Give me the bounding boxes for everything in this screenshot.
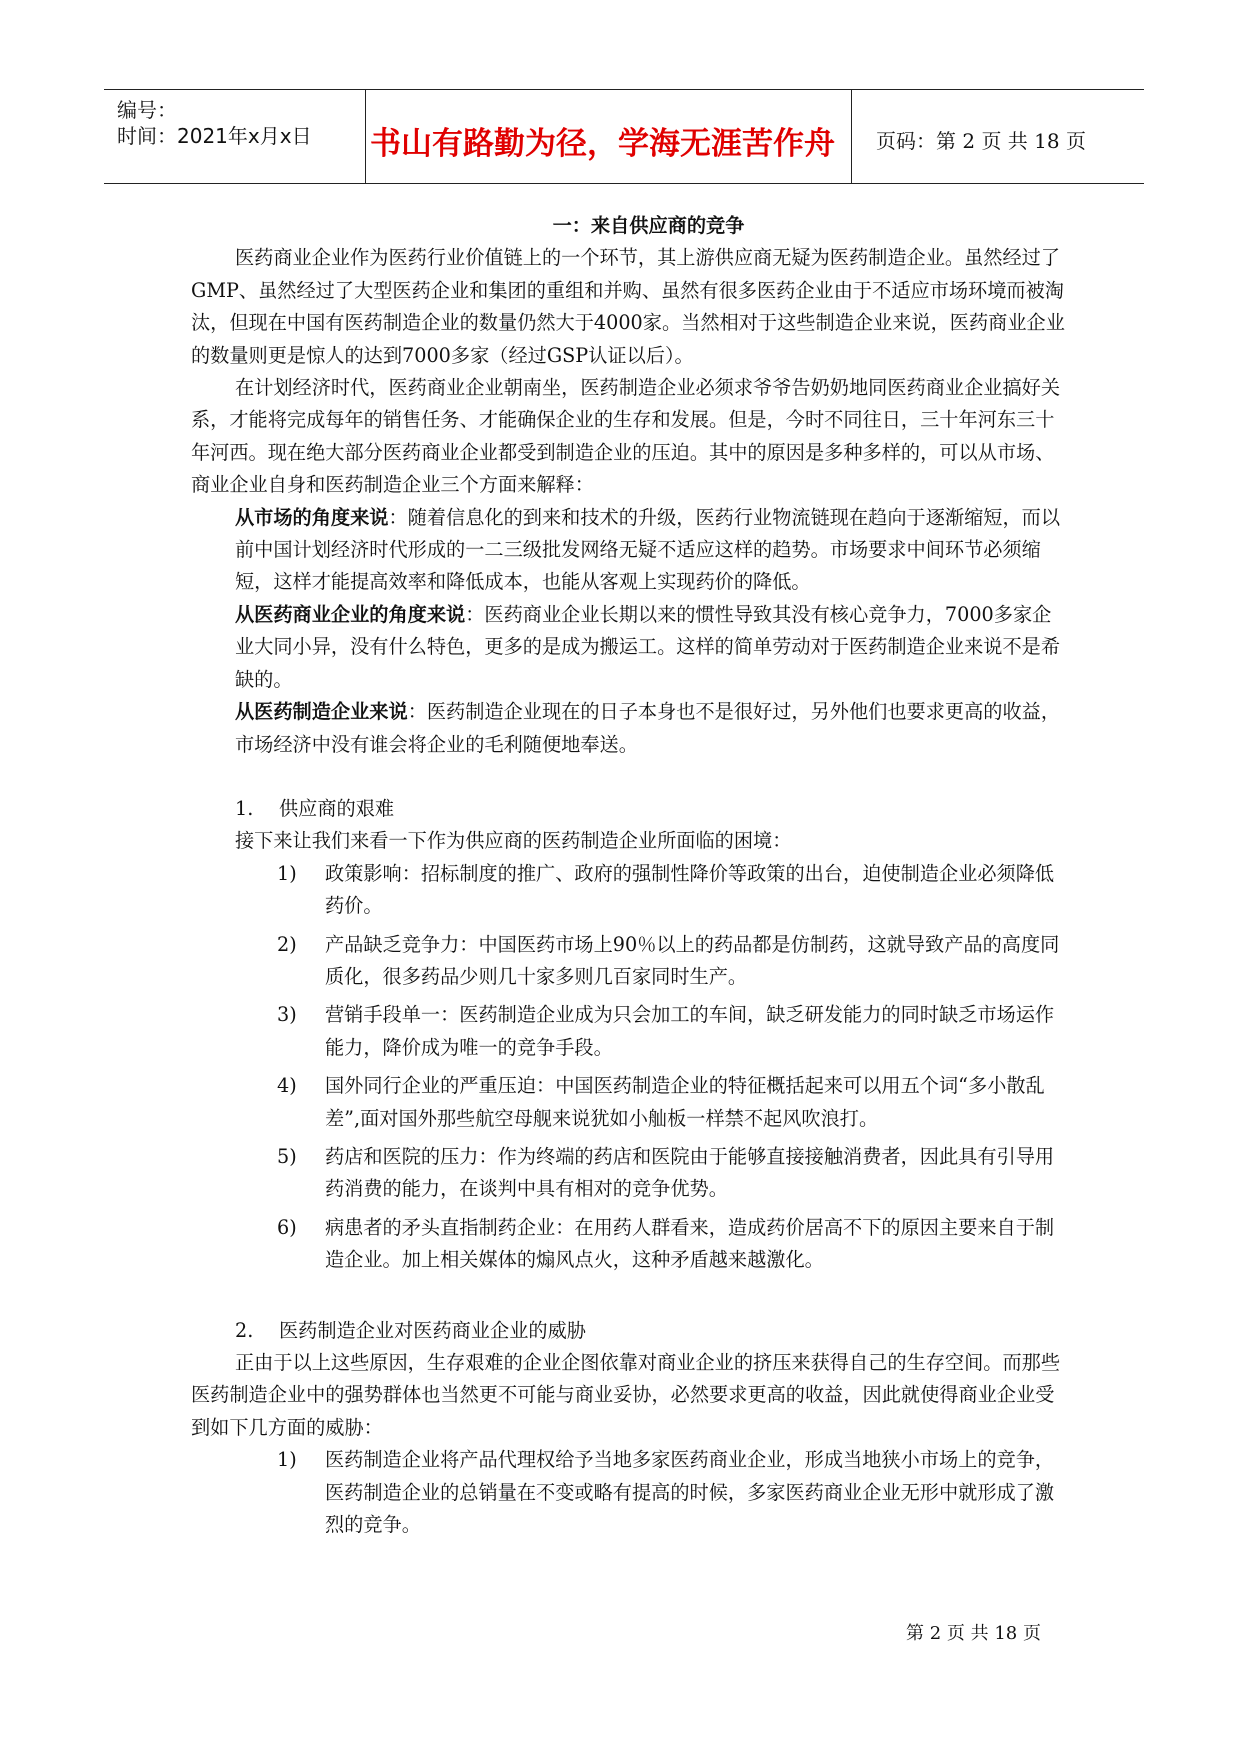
list-item-text: 国外同行企业的严重压迫：中国医药制造企业的特征概括起来可以用五个词“多小散乱差”,面对国外那些航空母舰来说犹如小舢板一样禁不起风吹浪打。: [325, 1074, 1045, 1130]
list-item-number: 1): [277, 1448, 297, 1472]
list-item-text: 政策影响：招标制度的推广、政府的强制性降价等政策的出台，迫使制造企业必须降低药价。: [325, 861, 1055, 918]
header-divider-left: [365, 90, 366, 184]
list-item: [191, 1141, 1066, 1206]
section-2-title: 医药制造企业对医药商业企业的威胁: [279, 1318, 586, 1342]
document-body: [191, 210, 1066, 1547]
market-text: ：随着信息化的到来和技术的升级，医药行业物流链现在趋向于逐渐缩短，而以前中国计划经济时代形成的一二三级批发网络无疑不适应这样的趋势。市场要求中间环节必须缩短，这样才能提高效率和降低成本，也能从客观上实现药价的降低。: [235, 505, 1061, 594]
list-item-number: 4): [277, 1074, 297, 1098]
list-item: [191, 999, 1066, 1064]
list-item-number: 5): [277, 1144, 297, 1168]
header-motto: 书山有路勤为径，学海无涯苦作舟: [370, 126, 835, 162]
page-footer: 第 2 页 共 18 页: [906, 1623, 1041, 1644]
list-item: [191, 1070, 1066, 1135]
section-2-heading: [191, 1315, 1066, 1347]
list-1: [191, 858, 1066, 1277]
list-item: [191, 929, 1066, 994]
commerce-paragraph: [191, 599, 1066, 696]
list-item-text: 病患者的矛头直指制药企业：在用药人群看来，造成药价居高不下的原因主要来自于制造企业。加上相关媒体的煽风点火，这种矛盾越来越激化。: [325, 1215, 1055, 1272]
list-item-number: 6): [277, 1215, 297, 1239]
market-paragraph: [191, 502, 1066, 599]
header-divider-right: [851, 90, 852, 184]
list-item: [191, 1444, 1066, 1541]
list-item: [191, 858, 1066, 923]
section-1-heading: [191, 793, 1066, 825]
list-item: [191, 1212, 1066, 1277]
section-title: 一：来自供应商的竞争: [552, 214, 745, 237]
maker-paragraph: [191, 696, 1066, 761]
list-item-text: 产品缺乏竞争力：中国医药市场上90％以上的药品都是仿制药，这就导致产品的高度同质化，很多药品少则几十家多则几百家同时生产。: [325, 932, 1060, 988]
list-item-number: 3): [277, 1003, 297, 1027]
header-time-label: 时间：2021年x月x日: [117, 124, 312, 148]
header-bottom-border: [104, 183, 1144, 184]
section-1-title: 供应商的艰难: [279, 796, 395, 820]
list-item-number: 1): [277, 861, 297, 885]
maker-text: ：医药制造企业现在的日子本身也不是很好过，另外他们也要求更高的收益，市场经济中没有谁会将企业的毛利随便地奉送。: [235, 700, 1061, 756]
section-2-intro: 正由于以上这些原因，生存艰难的企业企图依靠对商业企业的挤压来获得自己的生存空间。而那些医药制造企业中的强势群体也当然更不可能与商业妥协，必然要求更高的收益，因此就使得商业企业受到如下几方面的威胁：: [191, 1351, 1061, 1439]
commerce-label: 从医药商业企业的角度来说: [235, 602, 466, 626]
paragraph-2: 在计划经济时代，医药商业企业朝南坐，医药制造企业必须求爷爷告奶奶地同医药商业企业搞好关系，才能将完成每年的销售任务、才能确保企业的生存和发展。但是，今时不同往日，三十年河东三十年河西。现在绝大部分医药商业企业都受到制造企业的压迫。其中的原因是多种多样的，可以从市场、商业企业自身和医药制造企业三个方面来解释：: [191, 376, 1061, 497]
list-2: [191, 1444, 1066, 1541]
section-1-intro: 接下来让我们来看一下作为供应商的医药制造企业所面临的困境：: [235, 829, 792, 853]
paragraph-1: 医药商业企业作为医药行业价值链上的一个环节，其上游供应商无疑为医药制造企业。虽然经过了GMP、虽然经过了大型医药企业和集团的重组和并购、虽然有很多医药企业由于不适应市场环境而被淘汰，但现在中国有医药制造企业的数量仍然大于4000家。当然相对于这些制造企业来说，医药商业企业的数量则更是惊人的达到7000多家（经过GSP认证以后）。: [191, 246, 1065, 367]
maker-label: 从医药制造企业来说: [235, 700, 408, 724]
header-page-label: 页码：第 2 页 共 18 页: [876, 129, 1086, 153]
market-label: 从市场的角度来说: [235, 505, 389, 529]
header-number-label: 编号：: [117, 98, 177, 122]
list-item-text: 医药制造企业将产品代理权给予当地多家医药商业企业，形成当地狭小市场上的竞争，医药制造企业的总销量在不变或略有提高的时候，多家医药商业企业无形中就形成了激烈的竞争。: [325, 1448, 1055, 1537]
commerce-text: ：医药商业企业长期以来的惯性导致其没有核心竞争力，7000多家企业大同小异，没有什么特色，更多的是成为搬运工。这样的简单劳动对于医药制造企业来说不是希缺的。: [235, 602, 1061, 691]
header-top-border: [104, 89, 1144, 90]
list-item-text: 营销手段单一：医药制造企业成为只会加工的车间，缺乏研发能力的同时缺乏市场运作能力，降价成为唯一的竞争手段。: [325, 1003, 1055, 1059]
section-1-number: 1.: [235, 796, 254, 820]
list-item-number: 2): [277, 932, 297, 956]
list-item-text: 药店和医院的压力：作为终端的药店和医院由于能够直接接触消费者，因此具有引导用药消费的能力，在谈判中具有相对的竞争优势。: [325, 1144, 1055, 1201]
section-2-number: 2.: [235, 1318, 254, 1342]
